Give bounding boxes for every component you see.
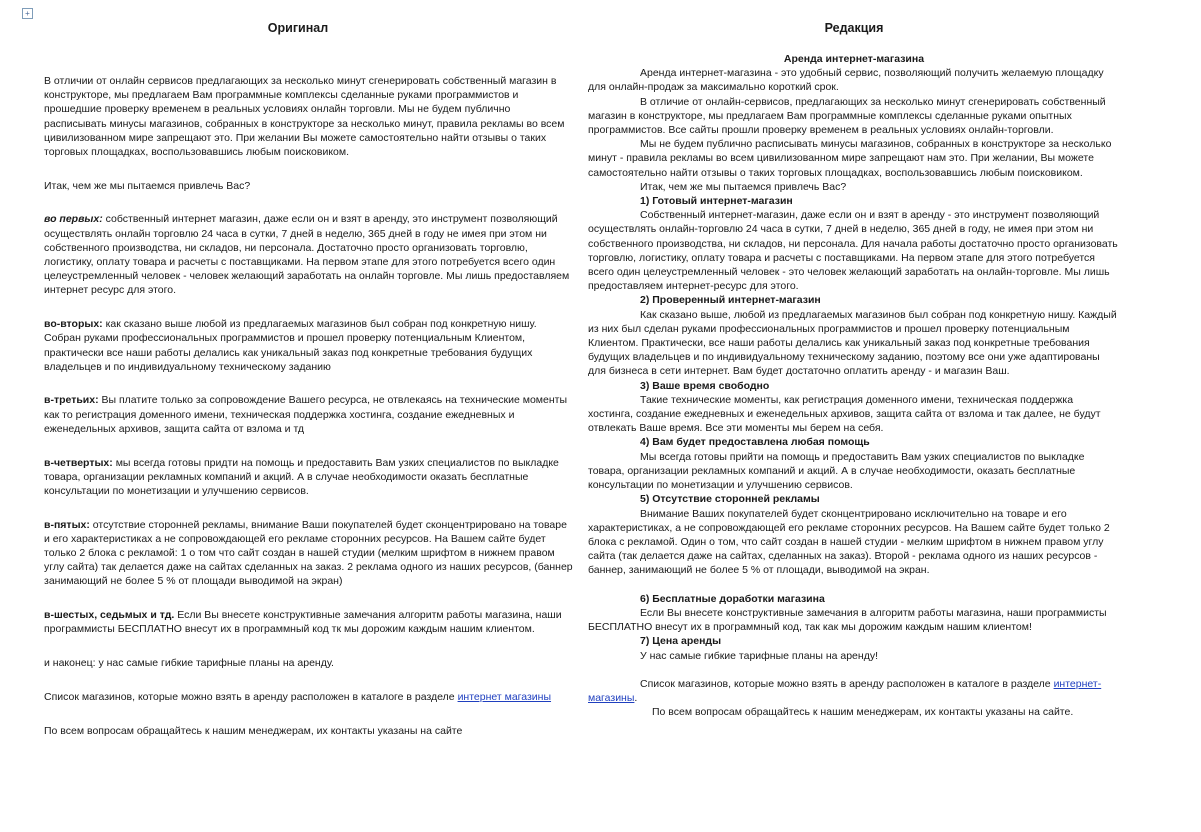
edited-paragraph: Итак, чем же мы пытаемся привлечь Вас? bbox=[640, 180, 847, 193]
table-move-handle-icon[interactable]: + bbox=[22, 8, 33, 19]
edited-paragraph: В отличие от онлайн-сервисов, предлагающих за несколько минут сгенерировать собственный магазин в конструкторе, мы предлагаем Вам программные комплексы сделанные руками опытных программистов. Все сайты прошли проверку временем в реальных условиях онлайн-торговли. bbox=[588, 95, 1106, 137]
paragraph-body: как сказано выше любой из предлагаемых магазинов был собран под конкретную нишу. Собран руками профессиональных программистов и прошел проверку потенциальным Клиентом, практически все наши работы делались как уникальный заказ под конкретные требования будущих владельцев и по индивидуальному техническому заданию bbox=[44, 318, 537, 373]
original-paragraph bbox=[44, 393, 574, 436]
original-paragraph bbox=[44, 518, 574, 589]
blank-line bbox=[588, 578, 1120, 592]
paragraph-body: Список магазинов, которые можно взять в аренду расположен в каталоге в разделе bbox=[640, 677, 1054, 690]
edited-column bbox=[588, 18, 1120, 720]
original-paragraph: По всем вопросам обращайтесь к нашим менеджерам, их контакты указаны на сайте bbox=[44, 724, 463, 737]
paragraph-lead: во-вторых: bbox=[44, 318, 103, 331]
section-heading: 4) Вам будет предоставлена любая помощь bbox=[640, 436, 870, 449]
section-body: Собственный интернет-магазин, даже если он и взят в аренду - это инструмент позволяющий осуществлять онлайн-торговлю 24 часа в сутки, 7 дней в неделю, 365 дней в году, не имея при этом ни собственного производства, ни складов, ни персонала. Для начала работы достаточно просто организовать торговлю, логистику, оплату товара и расчеты с поставщиками. На первом этапе для этого потребуется всего один целеустремленный человек - это человек желающий заработать на онлайн-торговле. Мы лишь предоставляем интернет-ресурс для этого. bbox=[588, 209, 1118, 293]
original-heading: Оригинал bbox=[267, 21, 329, 35]
paragraph-body: мы всегда готовы придти на помощь и предоставить Вам узких специалистов по выкладке товара, организации рекламных компаний и акций. А в случае необходимости оказать бесплатные консультации по монетизации и улучшению сервисов. bbox=[44, 456, 559, 497]
original-paragraph: и наконец: у нас самые гибкие тарифные планы на аренду. bbox=[44, 657, 334, 670]
paragraph-body: собственный интернет магазин, даже если он и взят в аренду, это инструмент позволяющий осуществлять онлайн торговлю 24 часа в сутки, 7 дней в неделю, 365 дней в году не имея при этом ни собственного производства, ни складов, ни персонала. Достаточно просто организовать торговлю, логистику, оплату товара и расчеты с поставщиками. На первом этапе для этого потребуется всего один целеустремленный человек - человек желающий заработать на онлайн торговле. Мы лишь предоставляем интернет ресурс для этого. bbox=[44, 213, 570, 297]
edited-paragraph: Мы не будем публично расписывать минусы магазинов, собранных в конструкторе за несколько минут - правила рекламы во всем цивилизованном мире запрещают нам это. При желании, Вы можете самостоятельно найти отзывы о таких торговых площадках, воспользовавшись любым поисковиком. bbox=[588, 138, 1112, 179]
section-body: Если Вы внесете конструктивные замечания в алгоритм работы магазина, наши программисты БЕСПЛАТНО внесут их в программный код, так как мы дорожим каждым нашим клиентом! bbox=[588, 606, 1107, 634]
section-heading: 5) Отсутствие сторонней рекламы bbox=[640, 493, 820, 506]
paragraph-body: Список магазинов, которые можно взять в аренду расположен в каталоге в разделе bbox=[44, 690, 458, 703]
paragraph-lead: в-третьих: bbox=[44, 394, 99, 407]
original-column bbox=[44, 18, 574, 757]
paragraph-body: Вы платите только за сопровождение Вашего ресурса, не отвлекаясь на технические моменты как то регистрация доменного имени, техническая поддержка хостинга, создание ежедневных и еженедельных архивов, защита сайта от взлома и тд bbox=[44, 394, 568, 435]
original-paragraph: В отличии от онлайн сервисов предлагающих за несколько минут сгенерировать собственный магазин в конструкторе, мы предлагаем Вам программные комплексы сделанные руками программистов и прошедшие проверку временем в реальных условиях онлайн торговли. Мы не будем публично расписывать минусы магазинов, собранных в конструкторе за несколько минут, правила рекламы во всем цивилизованном мире запрещают это. При желании Вы можете самостоятельно найти отзывы о таких торговых площадках, воспользовавшись любым поисковиком. bbox=[44, 75, 565, 159]
section-heading: 7) Цена аренды bbox=[640, 635, 722, 648]
catalog-link[interactable]: интернет магазины bbox=[457, 690, 552, 703]
paragraph-lead: во первых: bbox=[44, 213, 103, 226]
original-text bbox=[44, 74, 574, 738]
paragraph-body: Если Вы внесете конструктивные замечания алгоритм работы магазина, наши программисты БЕСПЛАТНО внесут их в программный код тк мы дорожим каждым нашим клиентом. bbox=[44, 609, 562, 636]
edited-paragraph bbox=[588, 677, 1120, 705]
section-body: Мы всегда готовы прийти на помощь и предоставить Вам узких специалистов по выкладке товара, организации рекламных компаний и акций. А в случае необходимости, оказать бесплатные консультации по монетизации и улучшению сервисов. bbox=[588, 450, 1085, 492]
section-body: Как сказано выше, любой из предлагаемых магазинов был собран под конкретную нишу. Каждый из них был сделан руками профессиональных программистов и прошел проверку потенциальным Клиентом. Практически, все наши работы делались как уникальный заказ под конкретные требования будущих владельцев и по индивидуальному техническому заданию, поэтому все они уже адаптированы для бизнеса в сети интернет. Вам будет достаточно оплатить аренду - и магазин Ваш. bbox=[588, 308, 1117, 378]
original-paragraph bbox=[44, 608, 574, 636]
catalog-link[interactable]: интернет-магазины bbox=[588, 677, 1102, 705]
original-paragraph bbox=[44, 690, 574, 704]
section-body: У нас самые гибкие тарифные планы на аренду! bbox=[640, 649, 878, 662]
edited-paragraph: Аренда интернет-магазина - это удобный сервис, позволяющий получить желаемую площадку для онлайн-продаж за максимально короткий срок. bbox=[588, 67, 1104, 94]
section-heading: 1) Готовый интернет-магазин bbox=[640, 195, 793, 208]
original-paragraph bbox=[44, 317, 574, 374]
edited-heading: Редакция bbox=[824, 21, 884, 35]
section-heading: 2) Проверенный интернет-магазин bbox=[640, 294, 821, 307]
section-heading: 3) Ваше время свободно bbox=[640, 379, 770, 392]
paragraph-end: . bbox=[634, 692, 638, 705]
paragraph-body: отсутствие сторонней рекламы, внимание Ваши покупателей будет сконцентрировано на товаре и его характеристиках а не сопровождающей его рекламе сторонних ресурсов. На Вашем сайте будет только 2 блока с рекламой: 1 о том что сайт создан в нашей студии (мелким шрифтом в нижнем правом углу сайта) так делается даже на сайтах сделанных на заказ. 2 реклама одного из наших ресурсов, (баннер занимающий не более 5 % от площади выводимой на экран) bbox=[44, 518, 573, 588]
original-paragraph: Итак, чем же мы пытаемся привлечь Вас? bbox=[44, 179, 251, 192]
edited-title: Аренда интернет-магазина bbox=[783, 53, 925, 65]
edited-text bbox=[588, 52, 1120, 720]
blank-line bbox=[588, 663, 1120, 677]
section-body: Такие технические моменты, как регистрация доменного имени, техническая поддержка хостинга, создание ежедневных и еженедельных архивов, защита сайта от взлома и так далее, не будут отвлекать Ваше время. Все эти моменты мы берем на себя. bbox=[588, 393, 1101, 435]
paragraph-lead: в-четвертых: bbox=[44, 456, 113, 469]
paragraph-lead: в-пятых: bbox=[44, 518, 90, 531]
section-heading: 6) Бесплатные доработки магазина bbox=[640, 592, 825, 605]
paragraph-lead: в-шестых, седьмых и тд. bbox=[44, 609, 175, 622]
section-body: Внимание Ваших покупателей будет сконцентрировано исключительно на товаре и его характеристиках, а не сопровождающей его рекламе сторонних ресурсов. На Вашем сайте будет только 2 блока с рекламой. Один о том, что сайт создан в нашей студии - мелким шрифтом в нижнем правом углу сайта (так делается даже на сайтах, сделанных на заказ). Второй - реклама одного из наших ресурсов - баннер, занимающий не более 5 % от площади, выводимой на экран. bbox=[588, 507, 1110, 577]
original-paragraph bbox=[44, 212, 574, 297]
original-paragraph bbox=[44, 456, 574, 499]
edited-paragraph: По всем вопросам обращайтесь к нашим менеджерам, их контакты указаны на сайте. bbox=[652, 706, 1074, 719]
